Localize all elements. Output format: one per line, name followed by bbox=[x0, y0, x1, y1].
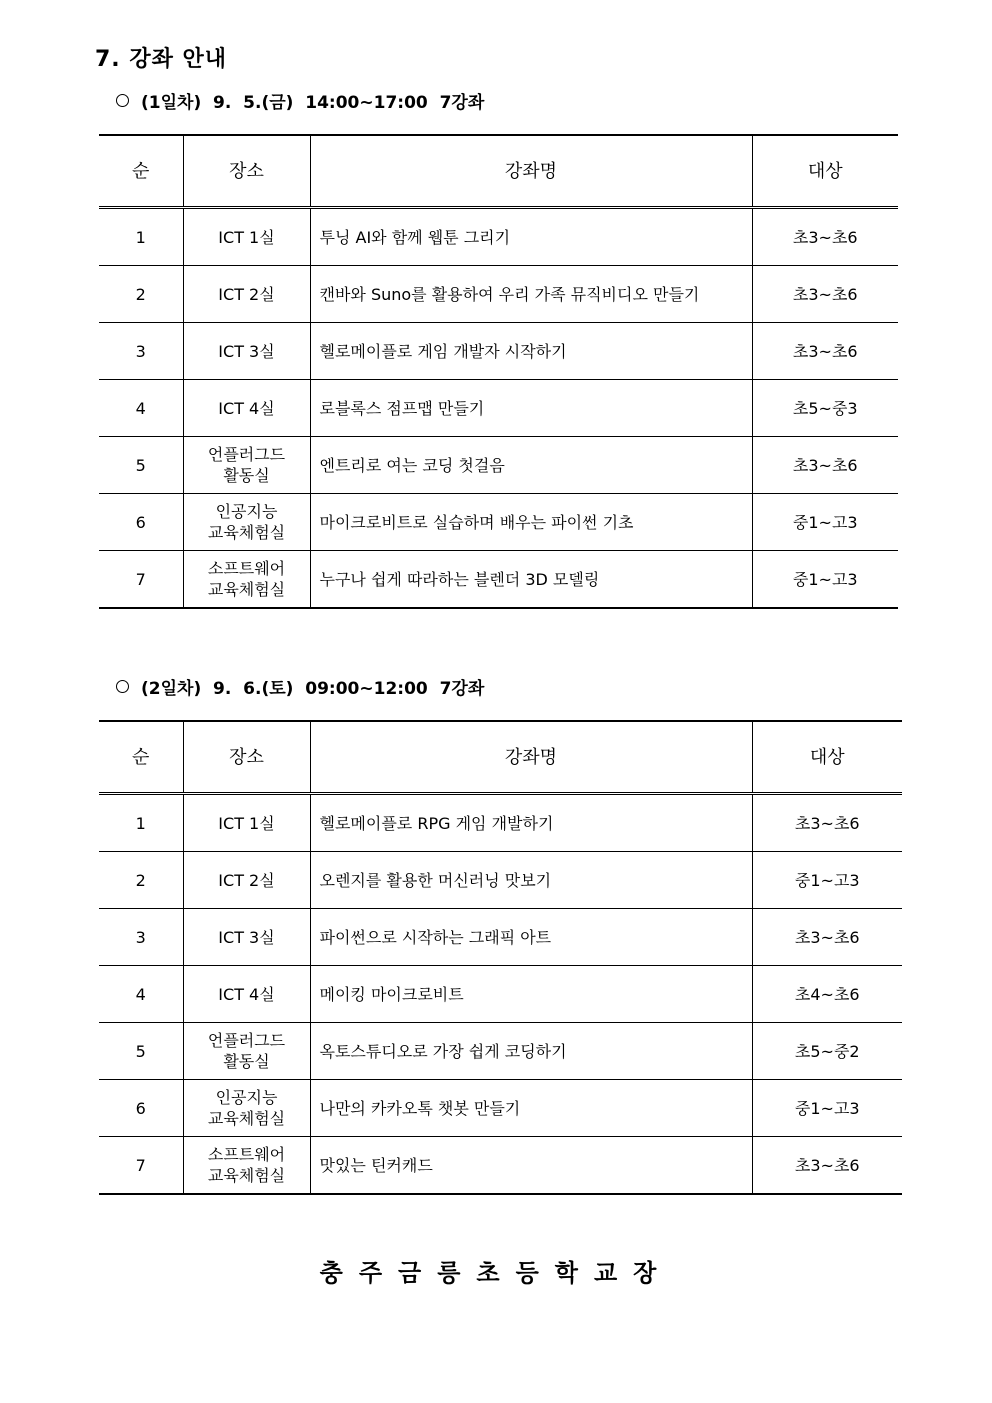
table-row bbox=[99, 380, 898, 437]
cell-course-title: 마이크로비트로 실습하며 배우는 파이썬 기초 bbox=[310, 494, 752, 551]
cell-course-title: 헬로메이플로 RPG 게임 개발하기 bbox=[310, 794, 752, 852]
day2-heading bbox=[116, 674, 484, 699]
cell-target: 초3~초6 bbox=[752, 1137, 902, 1195]
col-header-target: 대상 bbox=[752, 721, 902, 794]
circle-bullet-icon bbox=[116, 94, 129, 107]
day1-course-table bbox=[99, 134, 898, 609]
table-row bbox=[99, 794, 902, 852]
cell-no: 3 bbox=[99, 909, 183, 966]
school-principal-signature: 충주금릉초등학교장 bbox=[319, 1259, 673, 1287]
cell-target: 초3~초6 bbox=[752, 909, 902, 966]
cell-target: 초3~초6 bbox=[752, 437, 898, 494]
table-row bbox=[99, 1023, 902, 1080]
col-header-title: 강좌명 bbox=[310, 135, 752, 208]
cell-target: 초5~중3 bbox=[752, 380, 898, 437]
day2-rows bbox=[99, 794, 902, 1195]
cell-course-title: 오렌지를 활용한 머신러닝 맛보기 bbox=[310, 852, 752, 909]
circle-bullet-icon bbox=[116, 680, 129, 693]
table-row bbox=[99, 1137, 902, 1195]
cell-course-title: 로블록스 점프맵 만들기 bbox=[310, 380, 752, 437]
cell-place: 소프트웨어 교육체험실 bbox=[183, 551, 310, 609]
cell-place: 인공지능 교육체험실 bbox=[183, 494, 310, 551]
day2-course-table bbox=[99, 720, 902, 1195]
cell-course-title: 누구나 쉽게 따라하는 블렌더 3D 모델링 bbox=[310, 551, 752, 609]
cell-course-title: 나만의 카카오톡 챗봇 만들기 bbox=[310, 1080, 752, 1137]
cell-no: 2 bbox=[99, 852, 183, 909]
table-row bbox=[99, 437, 898, 494]
cell-target: 초4~초6 bbox=[752, 966, 902, 1023]
cell-course-title: 투닝 AI와 함께 웹툰 그리기 bbox=[310, 208, 752, 266]
cell-no: 4 bbox=[99, 966, 183, 1023]
cell-no: 6 bbox=[99, 1080, 183, 1137]
cell-target: 초3~초6 bbox=[752, 266, 898, 323]
table-row bbox=[99, 551, 898, 609]
table-row bbox=[99, 266, 898, 323]
cell-target: 중1~고3 bbox=[752, 852, 902, 909]
cell-course-title: 캔바와 Suno를 활용하여 우리 가족 뮤직비디오 만들기 bbox=[310, 266, 752, 323]
cell-place: ICT 4실 bbox=[183, 380, 310, 437]
cell-place: 언플러그드 활동실 bbox=[183, 1023, 310, 1080]
cell-target: 초5~중2 bbox=[752, 1023, 902, 1080]
cell-target: 중1~고3 bbox=[752, 494, 898, 551]
cell-place: ICT 2실 bbox=[183, 852, 310, 909]
table-row bbox=[99, 323, 898, 380]
cell-course-title: 맛있는 틴커캐드 bbox=[310, 1137, 752, 1195]
cell-no: 7 bbox=[99, 1137, 183, 1195]
cell-place: 소프트웨어 교육체험실 bbox=[183, 1137, 310, 1195]
cell-place: 언플러그드 활동실 bbox=[183, 437, 310, 494]
table-row bbox=[99, 909, 902, 966]
day2-heading-text: (2일차) 9. 6.(토) 09:00~12:00 7강좌 bbox=[141, 679, 485, 699]
cell-no: 5 bbox=[99, 437, 183, 494]
cell-no: 4 bbox=[99, 380, 183, 437]
cell-place: ICT 4실 bbox=[183, 966, 310, 1023]
cell-no: 7 bbox=[99, 551, 183, 609]
table-header-row bbox=[99, 135, 898, 208]
cell-place: ICT 3실 bbox=[183, 323, 310, 380]
table-header-row bbox=[99, 721, 902, 794]
table-row bbox=[99, 494, 898, 551]
cell-no: 6 bbox=[99, 494, 183, 551]
cell-no: 2 bbox=[99, 266, 183, 323]
table-row bbox=[99, 966, 902, 1023]
cell-course-title: 옥토스튜디오로 가장 쉽게 코딩하기 bbox=[310, 1023, 752, 1080]
cell-target: 초3~초6 bbox=[752, 208, 898, 266]
col-header-no: 순 bbox=[99, 721, 183, 794]
cell-place: ICT 1실 bbox=[183, 794, 310, 852]
cell-place: ICT 2실 bbox=[183, 266, 310, 323]
cell-course-title: 엔트리로 여는 코딩 첫걸음 bbox=[310, 437, 752, 494]
cell-course-title: 파이썬으로 시작하는 그래픽 아트 bbox=[310, 909, 752, 966]
table-row bbox=[99, 208, 898, 266]
col-header-no: 순 bbox=[99, 135, 183, 208]
cell-no: 1 bbox=[99, 208, 183, 266]
col-header-title: 강좌명 bbox=[310, 721, 752, 794]
cell-place: 인공지능 교육체험실 bbox=[183, 1080, 310, 1137]
cell-no: 3 bbox=[99, 323, 183, 380]
cell-target: 초3~초6 bbox=[752, 323, 898, 380]
day1-heading bbox=[116, 88, 484, 113]
cell-no: 5 bbox=[99, 1023, 183, 1080]
cell-place: ICT 1실 bbox=[183, 208, 310, 266]
col-header-target: 대상 bbox=[752, 135, 898, 208]
day1-rows bbox=[99, 208, 898, 609]
table-row bbox=[99, 1080, 902, 1137]
cell-place: ICT 3실 bbox=[183, 909, 310, 966]
table-row bbox=[99, 852, 902, 909]
cell-no: 1 bbox=[99, 794, 183, 852]
cell-course-title: 메이킹 마이크로비트 bbox=[310, 966, 752, 1023]
cell-target: 중1~고3 bbox=[752, 1080, 902, 1137]
cell-target: 중1~고3 bbox=[752, 551, 898, 609]
day1-heading-text: (1일차) 9. 5.(금) 14:00~17:00 7강좌 bbox=[141, 93, 485, 113]
cell-course-title: 헬로메이플로 게임 개발자 시작하기 bbox=[310, 323, 752, 380]
col-header-place: 장소 bbox=[183, 721, 310, 794]
col-header-place: 장소 bbox=[183, 135, 310, 208]
section-title: 7. 강좌 안내 bbox=[95, 47, 227, 72]
cell-target: 초3~초6 bbox=[752, 794, 902, 852]
